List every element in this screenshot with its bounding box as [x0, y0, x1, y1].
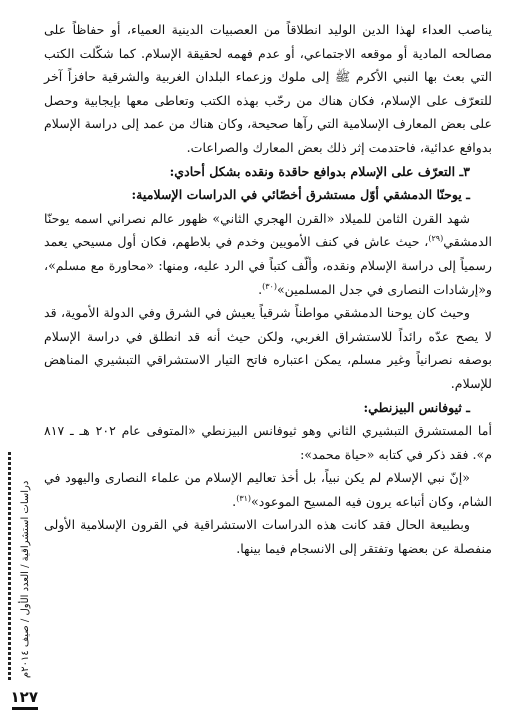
journal-side-label — [8, 452, 32, 682]
paragraph-intro: يناصب العداء لهذا الدين الوليد انطلاقاً من العصبيات الدينية العمياء، أو حفاظاً على مصالحه المادية أو موقعه الاجتماعي، أو عدم فهمه لحقيقة الإسلام. كما شكّلت الكتب التي بعث بها النبي الأكرم ﷺ إلى ملوك وزعماء البلدان الغربية والشرقية حافزاً آخر للتعرّف على الإسلام، فكان هناك من رحّب بهذه الكتب وتعاطى معها بإيجابية وحصل على بعض المعارف الإسلامية التي رآها صحيحة، وكان هناك من عمد إلى دراسة الإسلام بدوافع عدائية، فاحتدمت إثر ذلك بعض المعارك والصراعات. — [44, 22, 492, 155]
body-text-column — [44, 18, 492, 561]
footnote-ref-29: (٢٩) — [428, 234, 444, 244]
paragraph-theophanes: أما المستشرق التبشيري الثاني وهو ثيوفانس البيزنطي «المتوفى عام ٢٠٢ هـ ـ ٨١٧ م». فقد ذكر في كتابه «حياة محمد»: — [44, 423, 492, 462]
footnote-ref-30: (٣٠) — [262, 281, 277, 291]
paragraph-john-damascene — [44, 207, 492, 301]
page-number: ١٢٧ — [12, 687, 38, 710]
paragraph-conclusion: وبطبيعة الحال فقد كانت هذه الدراسات الاستشراقية في القرون الإسلامية الأولى منفصلة عن بعضها وتفتقر إلى الانسجام فيما بينها. — [44, 517, 492, 557]
quote-text: . — [232, 493, 237, 509]
footnote-ref-31: (٣١) — [236, 493, 252, 503]
paragraph-text: شهد القرن الثامن للميلاد «القرن الهجري الثاني» ظهور عالم نصراني اسمه يوحنّا الدمشقي — [44, 210, 492, 250]
subheading-john-damascene: ـ يوحنّا الدمشقي أوّل مستشرق أخصّائي في الدراسات الإسلامية: — [131, 187, 470, 203]
decorative-border — [8, 452, 11, 682]
subheading-theophanes: ـ ثيوفانس البيزنطي: — [363, 399, 470, 415]
quote-text: «إنّ نبي الإسلام لم يكن نبياً، بل أخذ تعاليم الإسلام من علماء النصارى واليهود في الشام، وكان أتباعه يرون فيه المسيح الموعود» — [44, 470, 492, 509]
paragraph-text: ، حيث عاش في كنف الأمويين وخدم في بلاطهم، فكان أول مسيحي يعمد رسمياً إلى دراسة الإسلام ونقده، وألّف كتباً في الرد عليه، ومنها: «محاورة مع مسلم»، و«إرشادات النصارى في جدل المسلمين» — [44, 234, 492, 297]
paragraph-text: . — [258, 281, 263, 297]
quote-theophanes — [44, 466, 492, 513]
journal-issue-label: دراسات استشراقية / العدد الأول / صيف ٢٠١٤م — [20, 480, 31, 678]
section-heading-3: ٣ـ التعرّف على الإسلام بدوافع حاقدة ونقده بشكل أحادي: — [169, 163, 470, 179]
paragraph-damascene-assessment: وحيث كان يوحنا الدمشقي مواطناً شرقياً يعيش في الشرق وفي الدولة الأموية، قد لا يصح عدّه رائداً للاستشراق الغربي، ولكن حيث أنه قد انطلق في دراسة الإسلام بوصفه نصرانياً وغير مسلم، يمكن اعتباره فاتح التيار الاستشراقي التبشيري المناهض للإسلام. — [44, 305, 492, 391]
